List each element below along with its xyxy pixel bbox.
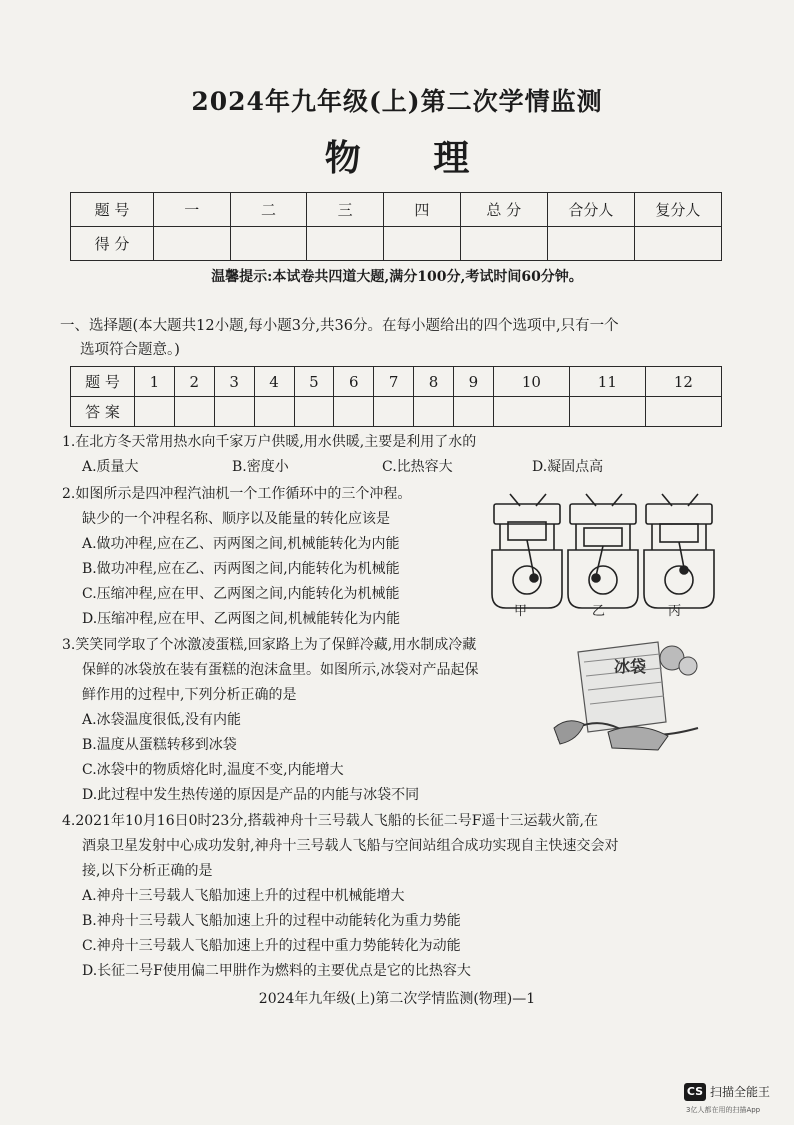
answer-blank-cell[interactable] [334,397,374,427]
score-blank-cell[interactable] [153,227,230,261]
watermark-tagline: 3亿人都在用的扫描App [686,1106,761,1114]
answer-blank-cell[interactable] [135,397,175,427]
subject-title: 物 理 [324,137,500,179]
question-4 [62,809,618,984]
option-d[interactable]: D.压缩冲程,应在甲、乙两图之间,机械能转化为内能 [82,611,401,627]
question-stem: 1.在北方冬天常用热水向千家万户供暖,用水供暖,主要是利用了水的 [62,434,477,450]
question-stem: 鲜作用的过程中,下列分析正确的是 [82,687,297,703]
answer-blank-cell[interactable] [645,397,721,427]
ice-bag-photo [548,632,708,754]
option-b[interactable]: B.神舟十三号载人飞船加速上升的过程中动能转化为重力势能 [82,913,461,929]
ice-bag-text: 冰袋 [614,657,647,676]
answer-blank-cell[interactable] [374,397,414,427]
option-b[interactable]: B.温度从蛋糕转移到冰袋 [82,737,237,753]
option-d[interactable]: D.长征二号F使用偏二甲肼作为燃料的主要优点是它的比热容大 [82,963,471,979]
score-cell: 合分人 [547,193,634,227]
question-stem: 缺少的一个冲程名称、顺序以及能量的转化应该是 [82,511,390,527]
score-cell: 三 [307,193,384,227]
scanner-watermark [676,1081,794,1121]
answer-row-label: 答 案 [71,397,135,427]
question-number-cell: 4 [254,367,294,397]
answer-blank-cell[interactable] [254,397,294,427]
answer-blank-cell[interactable] [569,397,645,427]
question-number-cell: 2 [174,367,214,397]
question-number-cell: 11 [569,367,645,397]
score-blank-cell[interactable] [307,227,384,261]
question-number-cell: 3 [214,367,254,397]
section-one-heading [60,314,740,362]
page-footer: 2024年九年级(上)第二次学情监测(物理)—1 [258,991,536,1007]
score-row-label: 得 分 [71,227,154,261]
question-stem: 4.2021年10月16日0时23分,搭载神舟十三号载人飞船的长征二号F遥十三运载火箭,在 [62,813,598,829]
answer-table-answer-row [71,397,722,427]
question-stem: 保鲜的冰袋放在装有蛋糕的泡沫盒里。如图所示,冰袋对产品起保 [82,662,479,678]
question-options [62,455,682,480]
question-stem: 接,以下分析正确的是 [82,863,213,879]
score-blank-cell[interactable] [384,227,461,261]
option-d[interactable]: D.此过程中发生热传递的原因是产品的内能与冰袋不同 [82,787,420,803]
question-number-cell: 9 [454,367,494,397]
question-1 [62,430,682,480]
score-cell: 一 [153,193,230,227]
option-c[interactable]: C.神舟十三号载人飞船加速上升的过程中重力势能转化为动能 [82,938,461,954]
option-b[interactable]: B.密度小 [232,459,289,475]
question-stem: 酒泉卫星发射中心成功发射,神舟十三号载人飞船与空间站组合成功实现自主快速交会对 [82,838,619,854]
score-cell: 二 [230,193,307,227]
option-a[interactable]: A.质量大 [82,459,139,475]
score-blank-cell[interactable] [634,227,721,261]
option-c[interactable]: C.压缩冲程,应在甲、乙两图之间,内能转化为机械能 [82,586,400,602]
option-a[interactable]: A.神舟十三号载人飞船加速上升的过程中机械能增大 [82,888,405,904]
score-cell: 总 分 [460,193,547,227]
section-heading-line: 选项符合题意。) [80,342,180,358]
section-heading-line: 一、选择题(本大题共12小题,每小题3分,共36分。在每小题给出的四个选项中,只有一个 [60,318,619,334]
watermark-name: 扫描全能王 [710,1085,771,1099]
option-b[interactable]: B.做功冲程,应在乙、丙两图之间,内能转化为机械能 [82,561,400,577]
answer-table-number-row [71,367,722,397]
answer-blank-cell[interactable] [174,397,214,427]
option-c[interactable]: C.冰袋中的物质熔化时,温度不变,内能增大 [82,762,344,778]
question-2 [62,482,411,632]
camscanner-logo-icon: CS [684,1083,706,1101]
score-cell: 四 [384,193,461,227]
question-number-cell: 6 [334,367,374,397]
question-number-cell: 12 [645,367,721,397]
option-c[interactable]: C.比热容大 [382,459,453,475]
figure-label-bing: 丙 [668,604,682,619]
answer-blank-cell[interactable] [214,397,254,427]
answer-row-label: 题 号 [71,367,135,397]
score-cell: 复分人 [634,193,721,227]
answer-blank-cell[interactable] [294,397,334,427]
option-a[interactable]: A.冰袋温度很低,没有内能 [82,712,242,728]
score-blank-cell[interactable] [547,227,634,261]
score-blank-cell[interactable] [460,227,547,261]
question-number-cell: 8 [414,367,454,397]
notice-text: 温馨提示:本试卷共四道大题,满分100分,考试时间60分钟。 [211,269,583,285]
score-table-score-row [71,227,722,261]
answer-blank-cell[interactable] [414,397,454,427]
score-table [70,192,722,261]
option-d[interactable]: D.凝固点高 [532,459,604,475]
score-blank-cell[interactable] [230,227,307,261]
score-table-header-row [71,193,722,227]
question-number-cell: 1 [135,367,175,397]
question-number-cell: 10 [493,367,569,397]
answer-table [70,366,722,427]
question-stem: 3.笑笑同学取了个冰激凌蛋糕,回家路上为了保鲜冷藏,用水制成冷藏 [62,637,477,653]
answer-blank-cell[interactable] [454,397,494,427]
question-3 [62,633,478,808]
score-cell: 题 号 [71,193,154,227]
question-stem: 2.如图所示是四冲程汽油机一个工作循环中的三个冲程。 [62,486,412,502]
exam-title: 2024年九年级(上)第二次学情监测 [191,87,603,116]
figure-label-jia: 甲 [514,604,528,619]
four-stroke-engine-diagram [484,484,720,616]
question-number-cell: 7 [374,367,414,397]
option-a[interactable]: A.做功冲程,应在乙、丙两图之间,机械能转化为内能 [82,536,400,552]
figure-label-yi: 乙 [592,604,606,619]
question-number-cell: 5 [294,367,334,397]
answer-blank-cell[interactable] [493,397,569,427]
